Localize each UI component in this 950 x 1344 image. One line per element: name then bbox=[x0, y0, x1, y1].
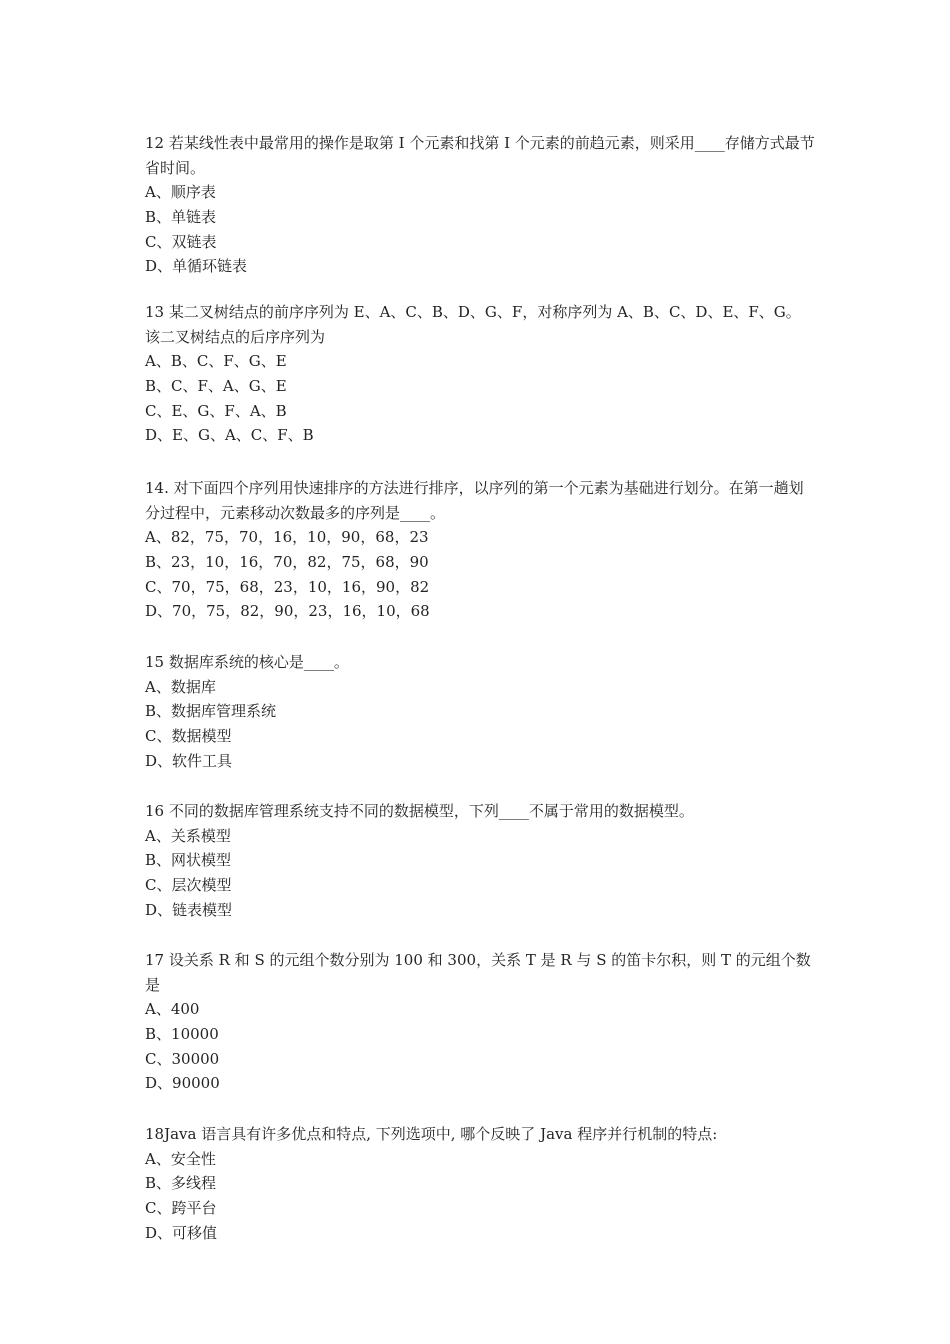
question-18 bbox=[145, 1122, 815, 1246]
question-16 bbox=[145, 799, 815, 923]
option-a: A、82，75，70，16，10，90，68，23 bbox=[145, 528, 429, 546]
question-14 bbox=[145, 476, 815, 624]
question-stem: 18Java 语言具有许多优点和特点, 下列选项中, 哪个反映了 Java 程序并行机制的特点: bbox=[145, 1125, 718, 1143]
option-d: D、70，75，82，90，23，16，10，68 bbox=[145, 602, 430, 621]
option-d: D、单循环链表 bbox=[145, 257, 248, 276]
question-15 bbox=[145, 650, 815, 774]
option-c: C、跨平台 bbox=[145, 1199, 217, 1218]
question-stem: 14. 对下面四个序列用快速排序的方法进行排序，以序列的第一个元素为基础进行划分。在第一趟划分过程中，元素移动次数最多的序列是____。 bbox=[145, 479, 804, 522]
option-a: A、400 bbox=[145, 1000, 200, 1018]
option-b: B、单链表 bbox=[145, 207, 217, 226]
question-stem: 15 数据库系统的核心是____。 bbox=[145, 653, 349, 671]
option-b: B、23，10，16，70，82，75，68，90 bbox=[145, 552, 429, 571]
question-17 bbox=[145, 948, 815, 1096]
option-a: A、关系模型 bbox=[145, 826, 231, 845]
option-c: C、层次模型 bbox=[145, 876, 232, 895]
option-c: C、E、G、F、A、B bbox=[145, 401, 287, 420]
option-b: B、C、F、A、G、E bbox=[145, 376, 287, 395]
question-12 bbox=[145, 131, 815, 279]
option-d: D、90000 bbox=[145, 1074, 220, 1093]
question-stem: 16 不同的数据库管理系统支持不同的数据模型，下列____不属于常用的数据模型。 bbox=[145, 802, 694, 820]
question-stem: 13 某二叉树结点的前序序列为 E、A、C、B、D、G、F，对称序列为 A、B、C、D、E、F、G。该二叉树结点的后序序列为 bbox=[145, 303, 801, 346]
option-b: B、多线程 bbox=[145, 1174, 217, 1193]
option-d: D、链表模型 bbox=[145, 900, 233, 919]
question-13 bbox=[145, 300, 815, 448]
option-a: A、数据库 bbox=[145, 677, 216, 696]
option-d: D、软件工具 bbox=[145, 751, 233, 770]
option-c: C、70，75，68，23，10，16，90，82 bbox=[145, 577, 430, 596]
option-b: B、数据库管理系统 bbox=[145, 702, 277, 721]
option-a: A、安全性 bbox=[145, 1149, 216, 1168]
question-stem: 17 设关系 R 和 S 的元组个数分别为 100 和 300，关系 T 是 R 与 S 的笛卡尔积，则 T 的元组个数是 bbox=[145, 951, 811, 994]
option-a: A、顺序表 bbox=[145, 183, 216, 201]
option-c: C、双链表 bbox=[145, 232, 217, 251]
option-b: B、网状模型 bbox=[145, 851, 232, 870]
option-d: D、E、G、A、C、F、B bbox=[145, 426, 314, 445]
option-c: C、30000 bbox=[145, 1049, 220, 1068]
option-b: B、10000 bbox=[145, 1024, 219, 1043]
question-stem: 12 若某线性表中最常用的操作是取第 I 个元素和找第 I 个元素的前趋元素，则采用____存储方式最节省时间。 bbox=[145, 134, 815, 177]
option-a: A、B、C、F、G、E bbox=[145, 352, 287, 370]
option-c: C、数据模型 bbox=[145, 727, 232, 746]
option-d: D、可移值 bbox=[145, 1223, 218, 1242]
